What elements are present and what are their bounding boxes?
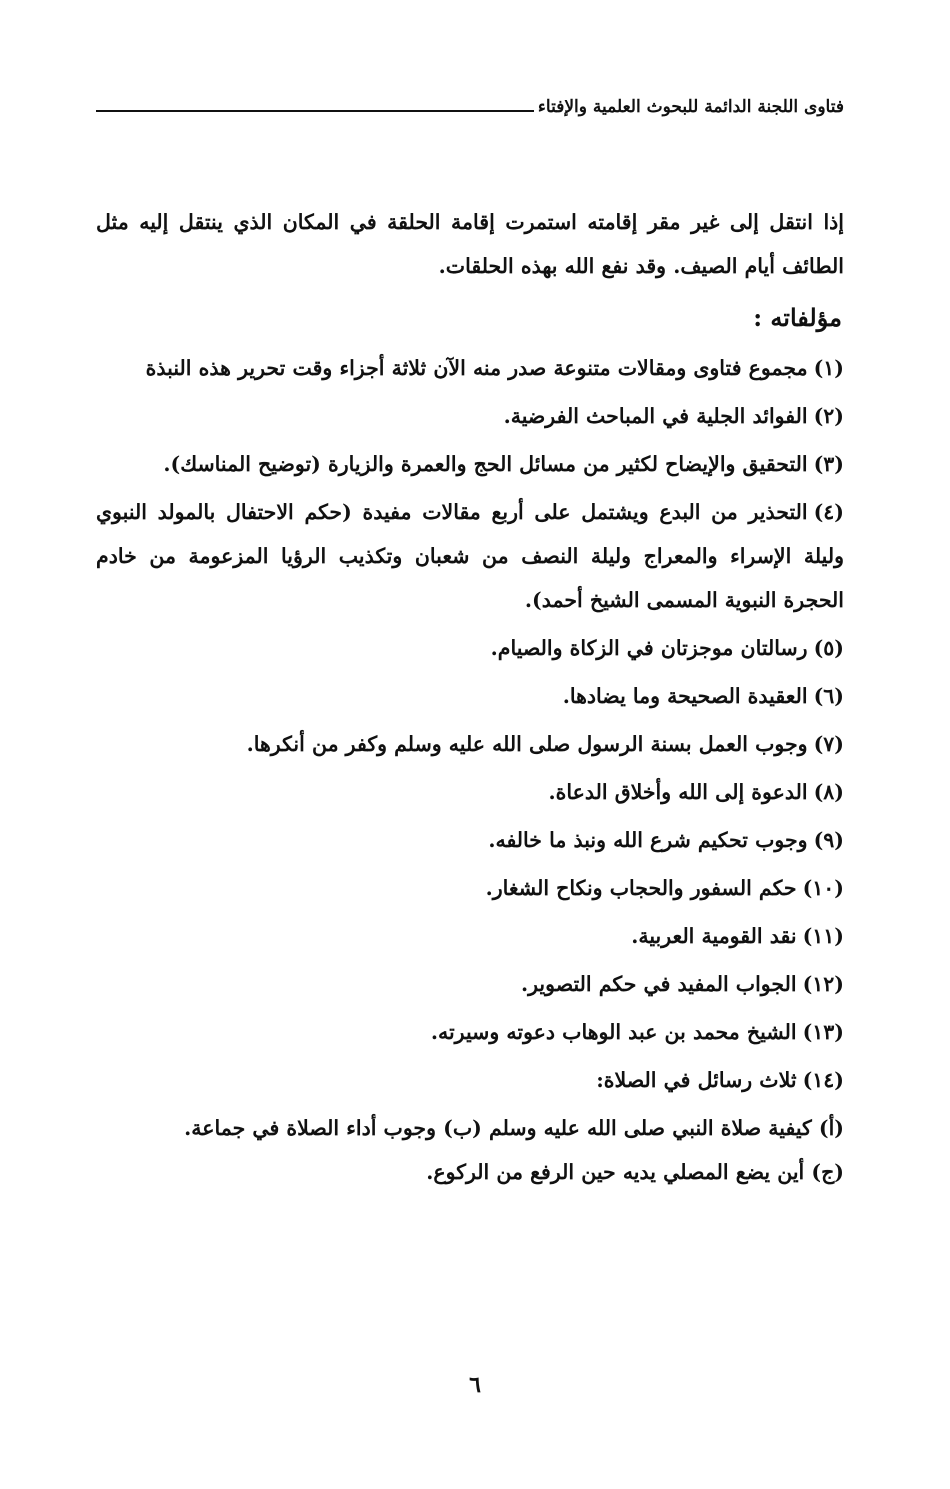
item-text: الجواب المفيد في حكم التصوير. [520,972,797,996]
item-text: مجموع فتاوى ومقالات متنوعة صدر منه الآن ثلاثة أجزاء وقت تحرير هذه النبذة [145,356,808,380]
item-text: الفوائد الجلية في المباحث الفرضية. [503,404,808,428]
item-number: (١٢) [802,972,844,996]
list-item [96,626,844,670]
list-item [96,818,844,862]
page-body [96,200,844,1194]
sub-item: (ج) أين يضع المصلي يديه حين الرفع من الركوع. [426,1160,844,1184]
item-number: (١٠) [802,876,844,900]
item-text: التحقيق والإيضاح لكثير من مسائل الحج والعمرة والزيارة (توضيح المناسك). [163,452,808,476]
item-text: الشيخ محمد بن عبد الوهاب دعوته وسيرته. [430,1020,797,1044]
item-text: رسالتان موجزتان في الزكاة والصيام. [490,636,808,660]
sub-item: (أ) كيفية صلاة النبي صلى الله عليه وسلم (ب) وجوب أداء الصلاة في جماعة. [184,1116,844,1140]
item-number: (١٤) [802,1068,844,1092]
item-text: العقيدة الصحيحة وما يضادها. [562,684,808,708]
item-text: نقد القومية العربية. [631,924,797,948]
list-item [96,346,844,390]
list-item [96,1058,844,1102]
list-item [96,674,844,718]
intro-paragraph: إذا انتقل إلى غير مقر إقامته استمرت إقامة الحلقة في المكان الذي ينتقل إليه مثل الطائف أيام الصيف. وقد نفع الله بهذه الحلقات. [96,210,844,278]
item-number: (٥) [813,636,844,660]
item-text: الدعوة إلى الله وأخلاق الدعاة. [548,780,808,804]
item-number: (٣) [813,452,844,476]
list-item [96,1010,844,1054]
list-item [96,914,844,958]
item-number: (٧) [813,732,844,756]
list-item [96,962,844,1006]
item-text: التحذير من البدع ويشتمل على أربع مقالات مفيدة (حكم الاحتفال بالمولد النبوي وليلة الإسراء والمعراج وليلة النصف من شعبان وتكذيب الرؤيا المزعومة من خادم الحجرة النبوية المسمى الشيخ أحمد). [96,500,844,612]
list-item [96,722,844,766]
page-number: ٦ [469,1372,481,1398]
list-item [96,490,844,622]
item-number: (٢) [813,404,844,428]
item-number: (١٣) [802,1020,844,1044]
running-header [96,90,844,124]
list-item [96,394,844,438]
item-number: (٤) [813,500,844,524]
item-number: (١١) [802,924,844,948]
list-item [96,770,844,814]
item-text: ثلاث رسائل في الصلاة: [596,1068,797,1092]
item-number: (٦) [813,684,844,708]
list-item [96,866,844,910]
item-text: وجوب العمل بسنة الرسول صلى الله عليه وسلم وكفر من أنكرها. [246,732,808,756]
header-rule [96,110,534,112]
section-heading: مؤلفاته : [753,303,842,332]
item-number: (٨) [813,780,844,804]
item-text: حكم السفور والحجاب ونكاح الشغار. [485,876,797,900]
item-text: وجوب تحكيم شرع الله ونبذ ما خالفه. [488,828,808,852]
item-number: (١) [813,356,844,380]
header-title: فتاوى اللجنة الدائمة للبحوث العلمية والإفتاء [537,97,844,117]
item-number: (٩) [813,828,844,852]
list-item [96,442,844,486]
